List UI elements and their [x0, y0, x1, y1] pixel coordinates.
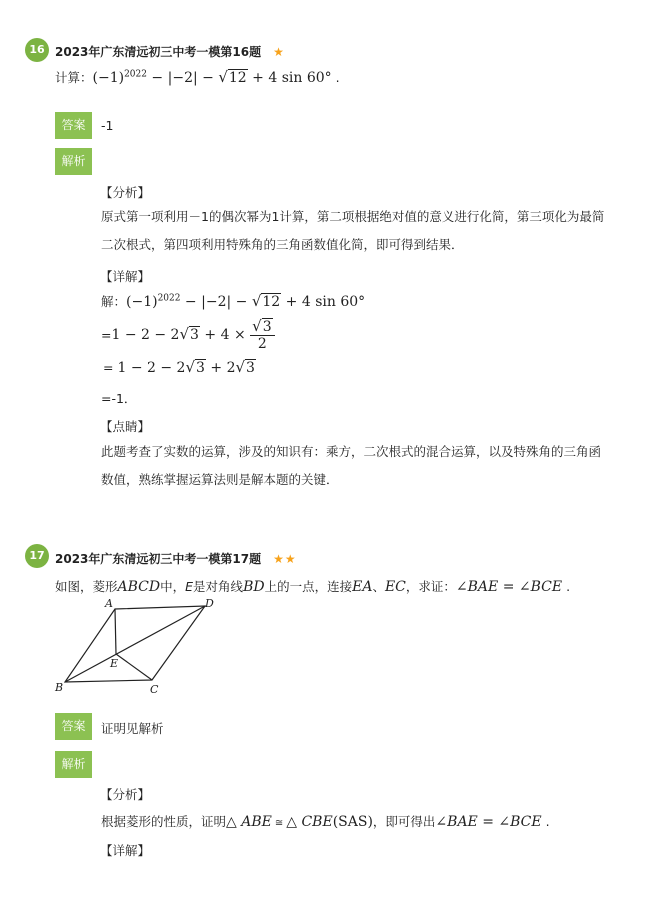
comment-paragraph: 此题考查了实数的运算，涉及的知识有：乘方，二次根式的混合运算，以及特殊角的三角函数值，熟练掌握运算法则是解本题的关键．: [101, 444, 602, 487]
segment-ea: [115, 609, 116, 654]
difficulty-star-icon: ★★: [273, 552, 297, 566]
rhombus-figure: [50, 596, 220, 700]
analysis-tag: 解析: [55, 751, 92, 778]
question-title: 2023年广东清远初三中考一模第17题: [55, 552, 262, 566]
detail-heading: 【详解】: [100, 269, 151, 284]
question-text-part: 中，: [160, 579, 186, 594]
question-title-row: [55, 550, 297, 567]
detail-heading: 【详解】: [100, 843, 151, 858]
solution-expression: $(-1)^{2022} - |-2| - √12 + 4$ sin 60°: [126, 292, 366, 310]
question-title-row: [55, 43, 285, 60]
question-number-badge: 17: [25, 544, 49, 568]
solution-step-1: [101, 318, 275, 353]
question-number-badge: 16: [25, 38, 49, 62]
label-a: A: [105, 597, 113, 610]
congruent-symbol: ≅: [274, 818, 284, 829]
analysis-text-part: .: [545, 814, 550, 829]
answer-tag: 答案: [55, 112, 92, 139]
diagonal-bd: [65, 606, 205, 682]
answer-tag: 答案: [55, 713, 92, 740]
analysis-tag: 解析: [55, 148, 92, 175]
answer-text: -1: [101, 118, 114, 133]
question-text-part: 是对角线: [193, 579, 244, 594]
analysis-math: ∠BAE = ∠BCE: [435, 814, 542, 830]
question-text-part: .: [566, 579, 571, 594]
solution-step-2: [103, 358, 256, 376]
question-text-part: ，求证：: [405, 579, 456, 594]
question-math: ∠BAE = ∠BCE: [455, 579, 563, 595]
label-c: C: [150, 683, 159, 696]
solution-step-0: [101, 292, 365, 310]
analysis-paragraph: [101, 812, 550, 830]
question-math: EC: [384, 579, 406, 595]
step-equals: =: [101, 327, 112, 343]
analysis-math: △ ABE: [226, 814, 272, 830]
question-text-part: 上的一点，连接: [264, 579, 353, 594]
question-math: ABCD: [117, 579, 161, 595]
step-equals: =: [103, 360, 114, 375]
question-math: EA: [352, 579, 373, 595]
analysis-math: (SAS): [332, 814, 373, 830]
analysis-heading: 【分析】: [100, 185, 151, 200]
answer-text: 证明见解析: [101, 721, 164, 736]
question-text-part: 、: [372, 579, 385, 594]
analysis-text-part: 根据菱形的性质，证明: [101, 814, 227, 829]
question-text-part: 如图，菱形: [55, 579, 118, 594]
label-e: E: [110, 657, 119, 670]
question-math: BD: [243, 579, 265, 595]
step-expression: 1 − 2 − 2√3 + 2√3: [117, 358, 255, 376]
comment-heading: 【点睛】: [100, 419, 151, 434]
label-b: B: [55, 681, 64, 694]
question-text: [55, 68, 340, 86]
analysis-math: △ CBE: [286, 814, 333, 830]
step-expression: 1 − 2 − 2√3 + 4 × $\frac{√3}{2}$: [111, 327, 274, 343]
analysis-paragraph: 原式第一项利用－1的偶次幂为1计算，第二项根据绝对值的意义进行化简，第三项化为最简二次根式，第四项利用特殊角的三角函数值化简，即可得到结果．: [101, 209, 605, 252]
analysis-text-part: ，即可得出: [372, 814, 436, 829]
solution-step-3: =-1．: [101, 391, 137, 406]
question-text: [55, 577, 570, 595]
question-expression: $(-1)^{2022} - |-2| - √12 + 4$ sin 60°: [92, 68, 332, 86]
label-d: D: [205, 597, 214, 610]
analysis-heading: 【分析】: [100, 787, 151, 802]
question-title: 2023年广东清远初三中考一模第16题: [55, 45, 262, 59]
question-prefix: 计算：: [55, 70, 93, 85]
question-suffix: .: [335, 70, 340, 85]
difficulty-star-icon: ★: [273, 45, 285, 59]
question-math: E: [185, 579, 194, 594]
segment-ec: [116, 654, 152, 680]
solution-prefix: 解：: [101, 294, 127, 309]
